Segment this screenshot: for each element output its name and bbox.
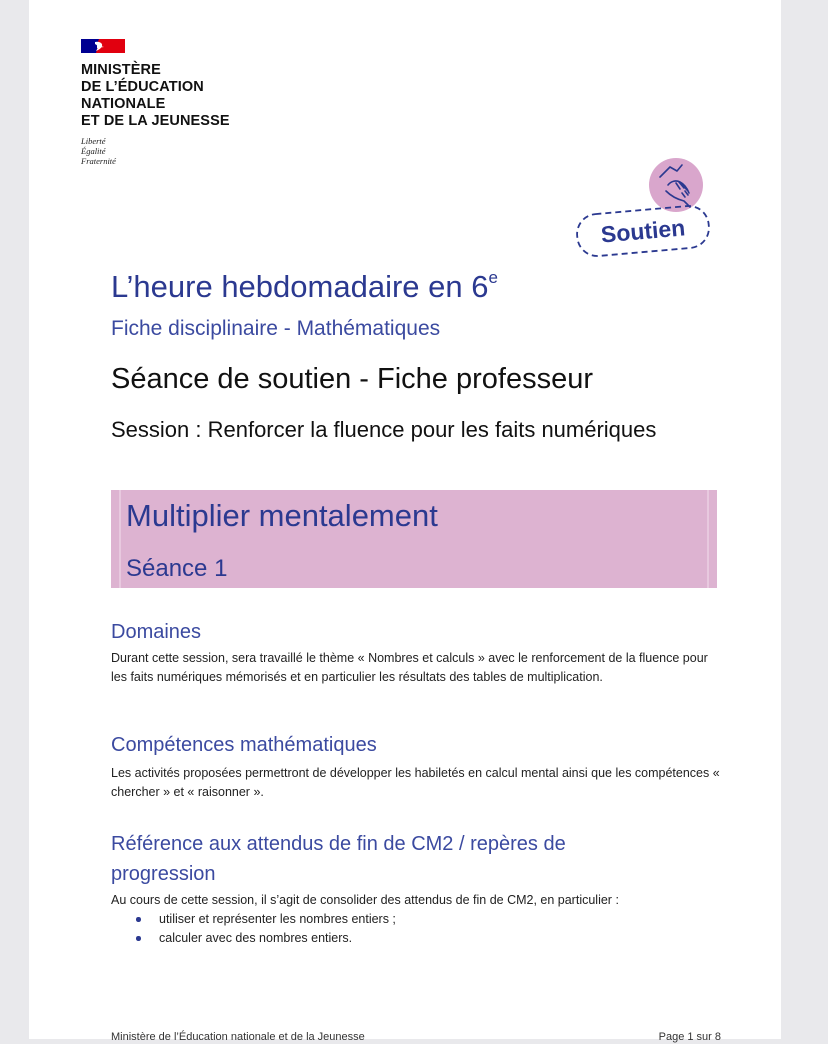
- motto-line: Fraternité: [81, 156, 116, 166]
- marianne-flag-icon: [81, 38, 125, 54]
- ministry-logo: [81, 38, 261, 166]
- section-intro: Au cours de cette session, il s’agit de consolider des attendus de fin de CM2, en particulier :: [111, 893, 619, 907]
- ministry-line: NATIONALE: [81, 96, 166, 112]
- motto-line: Égalité: [81, 146, 106, 156]
- section-text-reference: [111, 891, 721, 948]
- seance-title: Séance de soutien - Fiche professeur: [111, 363, 593, 395]
- section-text-domaines: Durant cette session, sera travaillé le thème « Nombres et calculs » avec le renforcement de la fluence pour les faits numériques mémorisés et en particulier les résultats des tables de multiplication.: [111, 651, 708, 684]
- session-title: Session : Renforcer la fluence pour les faits numériques: [111, 417, 657, 442]
- section-heading-domaines: Domaines: [111, 621, 202, 643]
- box-divider: [119, 490, 121, 588]
- page-title-text: L’heure hebdomadaire en 6: [111, 269, 489, 304]
- highlight-subtitle: Séance 1: [126, 555, 228, 582]
- ministry-name: [81, 62, 261, 130]
- soutien-stamp: [564, 155, 714, 260]
- ministry-line: MINISTÈRE: [81, 62, 161, 78]
- stamp-circle: [649, 158, 703, 212]
- document-page: [29, 0, 781, 1043]
- title-superscript: e: [488, 268, 498, 287]
- page-footer: [111, 1030, 721, 1044]
- ministry-line: ET DE LA JEUNESSE: [81, 113, 230, 129]
- footer-left: Ministère de l’Éducation nationale et de la Jeunesse: [111, 1031, 365, 1043]
- subtitle: Fiche disciplinaire - Mathématiques: [111, 317, 441, 340]
- list-item: calculer avec des nombres entiers.: [111, 929, 721, 948]
- motto-line: Liberté: [81, 136, 106, 146]
- section-text-competences: Les activités proposées permettront de développer les habiletés en calcul mental ainsi que les compétences « chercher » et « raisonner ».: [111, 766, 720, 799]
- page-number: Page 1 sur 8: [658, 1031, 721, 1043]
- list-item: utiliser et représenter les nombres entiers ;: [111, 910, 721, 929]
- highlight-title: Multiplier mentalement: [126, 498, 438, 533]
- highlight-box: [111, 490, 717, 588]
- box-divider: [707, 490, 709, 588]
- stamp-label: Soutien: [599, 214, 687, 248]
- bullet-list: [111, 910, 721, 948]
- section-heading-competences: Compétences mathématiques: [111, 734, 377, 756]
- page-title: [111, 258, 498, 307]
- republic-motto: [81, 136, 261, 166]
- ministry-line: DE L’ÉDUCATION: [81, 79, 204, 95]
- section-heading-reference: Référence aux attendus de fin de CM2 / repères de progression: [111, 833, 566, 885]
